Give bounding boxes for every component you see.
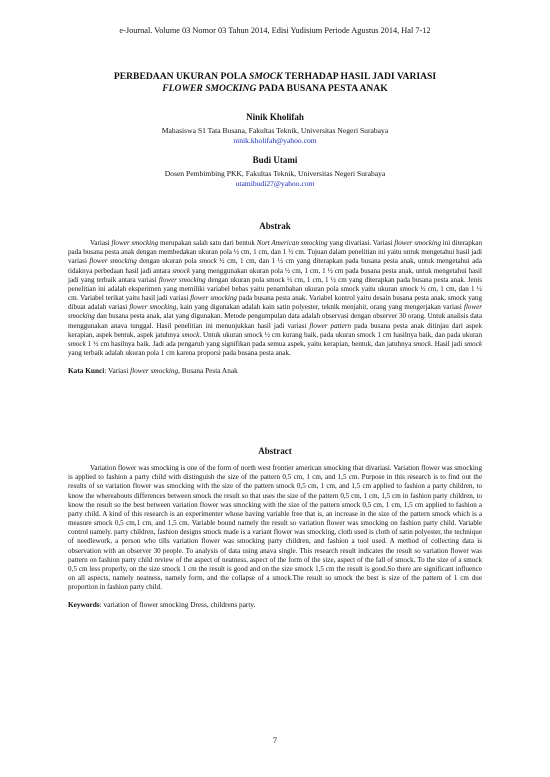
abstract-section — [68, 447, 482, 610]
abstract-paragraph: Variation flower was smocking is one of the form of north west frontier american smocking that divariasi. Variation flower was smocking is applied to fashion a party child with distinguish the size of the pattern 0,5 cm, 1 cm, and 1,5 cm. Purpose in this research is to find out the results of so variation flower was smocking with the size of the pattern smock 0,5 cm, 1 cm, and 1,5 cm applied to fashion a party children, to know the whereabouts differences between smock the result so that uses the size of the pattern 0,5 cm, 1 cm, 1,5 cm in fashion party children, to know the result so the best between variation flower was smocking with the size of the pattern smock 0,5 cm, 1 cm, 1,5 cm applied to fashion a party child. A kind of this research is an experimenter whose having variable free that is, an increase in the size of the pattern smock which is a measure smock 0,5 cm,1 cm, and 1,5 cm. Variable bound namely the result so variation flower was smocking on fashion party child. Variable control namely. party children, fashion designs smock made is a variant flower was smocking, cloth used is cloth of satin polyester, the technique of needlework, a person who tills variation flower was smocking party children, and fashion a tool used. A method of collecting data is observation with an observer 30 people. To analysis of data using anava single. This research result indicates the result so variation flower was pattern on fashion party child review of the aspect of neatness, aspect of the form of the size, aspect of the fall of smock. To the size of a smock 0,5 cm less properly, on the size smock 1 cm the result is good and on the size smock 1,5 cm the result is good.So there are significant influence on all aspects, namely neatness, namely form, and the collapse of a smock.The result so smock the best is size of the pattern of 1 cm due proportion in fashion party child. — [68, 464, 482, 592]
abstrak-section — [68, 222, 482, 375]
title-italic: FLOWER SMOCKING — [162, 83, 257, 94]
title-part: PADA BUSANA PESTA ANAK — [256, 83, 388, 94]
author-name: Budi Utami — [252, 155, 298, 165]
author-affiliation: Mahasiswa S1 Tata Busana, Fakultas Teknik, Universitas Negeri Surabaya — [161, 126, 389, 135]
author-email[interactable]: utamibudi27@yahoo.com — [235, 179, 315, 188]
title-part: TERHADAP HASIL JADI VARIASI — [282, 71, 437, 82]
abstrak-heading: Abstrak — [259, 221, 291, 231]
kata-kunci: Kata Kunci: Variasi flower smocking, Busana Pesta Anak — [68, 366, 238, 376]
paper-title — [60, 71, 490, 95]
abstrak-paragraph: Variasi flower smocking merupakan salah satu dari bentuk Nort American smocking yang divariasi. Variasi flower smocking ini diterapkan pada busana pesta anak dengan membedakan ukuran pola ½ cm, 1 cm, dan 1 ½ cm. Tujuan dalam penelitian ini yaitu untuk mengetahui hasil jadi variasi flower smocking dengan ukuran pola smock ½ cm, 1 cm, dan 1 ½ cm yang diterapkan pada busana pesta anak, untuk mengetahui ada tidaknya perbedaan hasil jadi antara smock yang menggunakan ukuran pola ½ cm, 1 cm, 1 ½ cm pada busana pesta anak, untuk mengetahui hasil jadi yang terbaik antara variasi flower smocking dengan ukuran pola smock ½ cm, 1 cm, 1 ½ cm yang diterapkan pada busana pesta anak. Jenis penelitian ini adalah eksperimen yang memiliki variabel bebas yaitu penambahan ukuran pola smock yaitu ukuran smock ½ cm, 1 cm, dan 1 ½ cm. Variabel terikat yaitu hasil jadi variasi flower smocking pada busana pesta anak. Variabel kontrol yaitu desain busana pesta anak, smock yang dibuat adalah variasi flower smocking, kain yang digunakan adalah kain satin polyester, teknik menjahit, orang yang mengerjakan variasi flower smocking dan busana pesta anak, alat yang digunakan. Metode pengumpulan data adalah observasi dengan observer 30 orang. Untuk analisis data menggunakan anava tunggal. Hasil penelitian ini menunjukkan hasil jadi variasi flower pattern pada busana pesta anak ditinjau dari aspek kerapian, aspek bentuk, aspek jatuhnya smock. Untuk ukuran smock ½ cm kurang baik, pada ukuran smock 1 cm hasilnya baik, dan pada ukuran smock 1 ½ cm hasilnya baik. Jadi ada pengaruh yang signifikan pada semua aspek, yaitu kerapian, bentuk, dan jatuhnya smock. Hasil jadi smock yang terbaik adalah ukuran pola 1 cm karena proporsi pada busana pesta anak. — [68, 239, 483, 358]
keywords: Keywords: variation of flower smocking Dress, childrens party. — [68, 600, 256, 610]
author-block — [60, 112, 490, 189]
page-number: 7 — [273, 736, 277, 745]
abstract-heading: Abstract — [258, 446, 292, 456]
author-affiliation: Dosen Pembimbing PKK, Fakultas Teknik, Universitas Negeri Surabaya — [164, 169, 386, 178]
journal-header: e-Journal. Volume 03 Nomor 03 Tahun 2014, Edisi Yudisium Periode Agustus 2014, Hal 7-12 — [119, 26, 431, 35]
title-italic: SMOCK — [248, 71, 283, 82]
author-name: Ninik Kholifah — [246, 112, 304, 122]
title-part: PERBEDAAN UKURAN POLA — [113, 71, 249, 82]
author-email[interactable]: ninik.kholifah@yahoo.com — [233, 136, 317, 145]
